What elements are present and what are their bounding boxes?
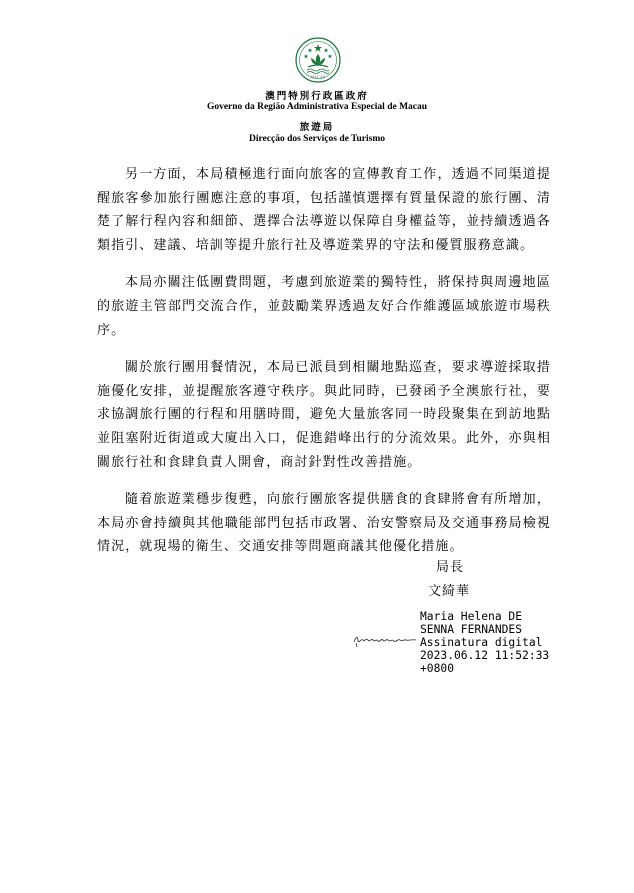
government-name-zh: 澳門特別行政區政府 xyxy=(265,92,369,102)
emblem-text: MACAU xyxy=(310,74,326,80)
paragraph: 另一方面，本局積極進行面向旅客的宣傳教育工作，透過不同渠道提醒旅客參加旅行團應注意的事項，包括謹慎選擇有質量保證的旅行團、清楚了解行程內容和細節、選擇合法導遊以保障自身權益等，並持續透過各類指引、建議、培訓等提升旅行社及導遊業界的守法和優質服務意識。 xyxy=(97,167,551,253)
handwritten-signature xyxy=(352,628,418,650)
paragraph: 關於旅行團用餐情況，本局已派員到相關地點巡查，要求導遊採取措施優化安排，並提醒旅客遵守秩序。與此同時，已發函予全澳旅行社，要求協調旅行團的行程和用膳時間，避免大量旅客同一時段聚集在到訪地點並阻塞附近街道或大廈出入口，促進錯峰出行的分流效果。此外，亦與相關旅行社和食肆負責人開會，商討針對性改善措施。 xyxy=(97,360,551,470)
macau-emblem-icon xyxy=(295,37,341,83)
document-body xyxy=(97,163,551,573)
digital-signature-block: Maria Helena DE SENNA FERNANDES Assinatura digital 2023.06.12 11:52:33 +0800 xyxy=(420,610,550,675)
department-name-pt: Direcção dos Serviços de Turismo xyxy=(249,134,385,144)
government-name-pt: Governo da Região Administrativa Especial de Macau xyxy=(206,102,428,112)
signatory-title: 局長 xyxy=(436,560,465,575)
department-name-zh: 旅遊局 xyxy=(299,123,335,133)
paragraph: 本局亦關注低團費問題，考慮到旅遊業的獨特性，將保持與周邊地區的旅遊主管部門交流合作，並鼓勵業界透過友好合作維護區域旅遊市場秩序。 xyxy=(97,275,551,338)
signatory-name: 文綺華 xyxy=(428,584,471,599)
paragraph: 隨着旅遊業穩步復甦，向旅行團旅客提供膳食的食肆將會有所增加，本局亦會持續與其他職能部門包括市政署、治安警察局及交通事務局檢視情況，就現場的衛生、交通安排等問題商議其他優化措施。 xyxy=(97,492,551,555)
